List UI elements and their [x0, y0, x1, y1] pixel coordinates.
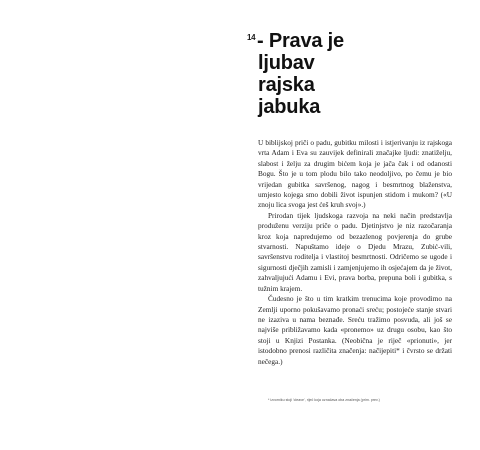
chapter-title-line: rajska: [258, 74, 315, 96]
chapter-title-line: - Prava je: [257, 30, 344, 52]
body-paragraph: U biblijskoj priči o padu, gubitku milosti i istjerivanju iz rajskoga vrta Adam i Eva su zauvijek definirali značajke ljudi: znatiželju, slabost i želju za drugim bićem koja je jača čak i od odanosti Bogu. Što je u tom plodu bilo tako neodoljivo, po čemu je bio vrijedan gubitka savršenog, nagog i besmrtnog blaženstva, umjesto kojega smo dobili život ispunjen stidom i mukom? («U znoju lica svoga jest ćeš kruh svoj».): [258, 138, 452, 210]
chapter-title-line: jabuka: [258, 96, 321, 118]
body-paragraph: Čudesno je što u tim kratkim trenucima koje provodimo na Zemlji uporno pokušavamo pronaći sreću; postojeće stanje stvari ne izaziva u nama beznađe. Sreću tražimo posvuda, ali još se najviše približavamo kada «pronemo» uz drugu osobu, kao što stoji u Knjizi Postanka. (Neobična je riječ «prionuti», jer istodobno prenosi različita značenja: načijepiti* i čvrsto se držati nečega.): [258, 294, 452, 366]
body-paragraph: Prirodan tijek ljudskoga razvoja na neki način predstavlja produženu verziju priče o padu. Djetinjstvo je niz razočaranja kroz koja napredujemo od bezazlenog povjerenja do grube stvarnosti. Napuštamo ideje o Djedu Mrazu, Zubić-vili, savršenstvu roditelja i vlastitoj besmrtnosti. Odričemo se ugode i sigurnosti dječjih zamisli i zamjenjujemo ih osjećajem da je život, zahvaljujući Adamu i Evi, prava borba, prepuna boli i gubitka, s tužnim krajem.: [258, 210, 452, 293]
chapter-title-line: ljubav: [258, 52, 315, 74]
footnote: * izvorniku stoji 'cleave', riječ koja označava oba značenja (prim. prev.): [268, 398, 380, 402]
chapter-heading: [247, 30, 344, 118]
chapter-number: 14: [247, 33, 256, 42]
chapter-title: [257, 30, 344, 118]
chapter-body: [258, 138, 452, 367]
